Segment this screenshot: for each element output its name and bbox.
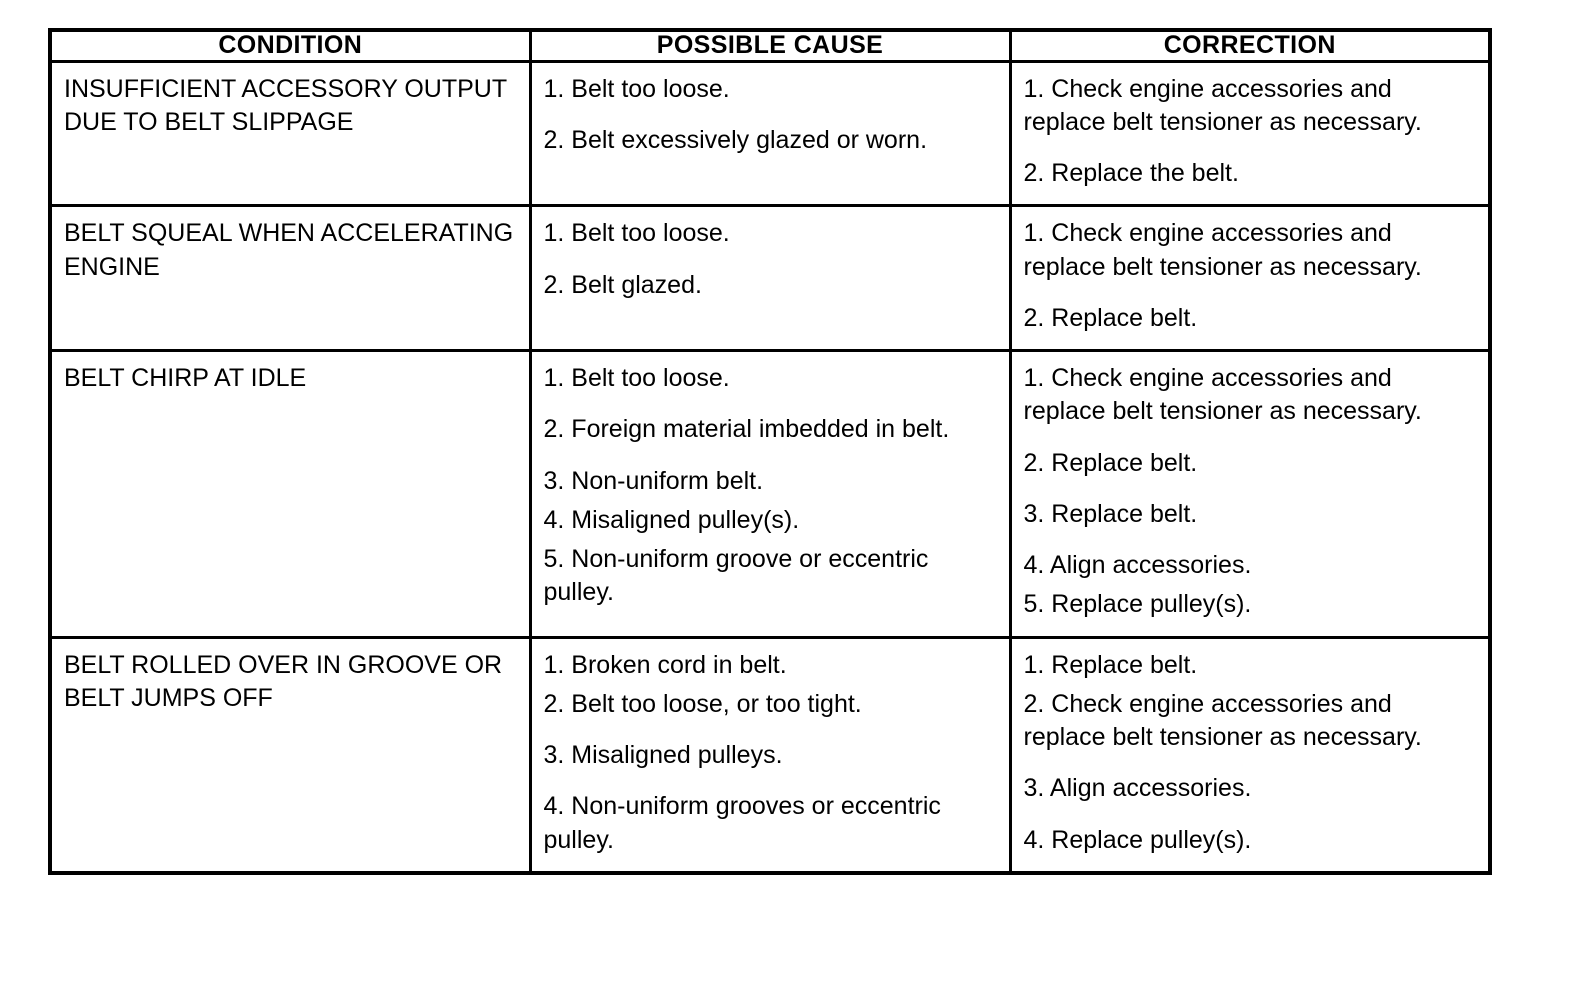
table-row [50, 351, 1490, 638]
correction-cell [1010, 61, 1490, 206]
table-body [50, 61, 1490, 873]
correction-item: 3. Align accessories. [1023, 774, 1252, 803]
diagnosis-table [48, 28, 1492, 875]
cause-list [532, 639, 1009, 871]
cause-item: 2. Belt too loose, or too tight. [543, 689, 862, 718]
correction-item: 1. Check engine accessories and replace belt tensioner as necessary. [1023, 74, 1422, 136]
cause-item: 4. Misaligned pulley(s). [543, 505, 800, 534]
possible-cause-cell [530, 637, 1010, 873]
condition-text: BELT ROLLED OVER IN GROOVE OR BELT JUMPS OFF [64, 650, 503, 712]
table-row [50, 206, 1490, 351]
correction-cell [1010, 206, 1490, 351]
correction-cell [1010, 637, 1490, 873]
condition-cell [50, 351, 530, 638]
condition-text: BELT CHIRP AT IDLE [64, 364, 307, 392]
possible-cause-cell [530, 61, 1010, 206]
condition-text: INSUFFICIENT ACCESSORY OUTPUT DUE TO BELT SLIPPAGE [64, 74, 507, 136]
correction-list [1012, 63, 1489, 205]
table-header [50, 30, 1490, 61]
cause-item: 4. Non-uniform grooves or eccentric pulley. [543, 792, 941, 854]
correction-item: 2. Replace the belt. [1023, 159, 1239, 187]
condition-cell [50, 637, 530, 873]
possible-cause-cell [530, 206, 1010, 351]
correction-item: 4. Align accessories. [1023, 551, 1252, 579]
cause-item: 1. Belt too loose. [543, 364, 730, 392]
correction-list [1012, 207, 1489, 349]
correction-item: 2. Replace belt. [1023, 303, 1198, 332]
cause-item: 5. Non-uniform groove or eccentric pulley. [543, 545, 929, 607]
cause-list [532, 63, 1009, 172]
condition-cell [50, 61, 530, 206]
cause-item: 2. Foreign material imbedded in belt. [543, 415, 950, 444]
cause-item: 3. Non-uniform belt. [543, 466, 764, 495]
correction-item: 1. Check engine accessories and replace belt tensioner as necessary. [1023, 219, 1422, 281]
cause-item: 1. Belt too loose. [543, 219, 730, 248]
correction-item: 2. Replace belt. [1023, 448, 1198, 477]
table-row [50, 637, 1490, 873]
condition-cell [50, 206, 530, 351]
cause-item: 2. Belt excessively glazed or worn. [543, 125, 928, 154]
cause-item: 1. Belt too loose. [543, 74, 730, 103]
correction-item: 3. Replace belt. [1023, 499, 1198, 528]
correction-item: 4. Replace pulley(s). [1023, 825, 1252, 854]
correction-item: 1. Check engine accessories and replace belt tensioner as necessary. [1023, 364, 1422, 426]
condition-text: BELT SQUEAL WHEN ACCELERATING ENGINE [64, 219, 514, 281]
correction-item: 1. Replace belt. [1023, 650, 1198, 679]
cause-item: 2. Belt glazed. [543, 270, 702, 299]
column-header-possible-cause: POSSIBLE CAUSE [530, 30, 1010, 61]
correction-item: 2. Check engine accessories and replace belt tensioner as necessary. [1023, 689, 1422, 751]
table-row [50, 61, 1490, 206]
correction-list [1012, 639, 1489, 871]
cause-item: 3. Misaligned pulleys. [543, 741, 783, 769]
correction-item: 5. Replace pulley(s). [1023, 590, 1252, 619]
table-header-row [50, 30, 1490, 61]
column-header-condition: CONDITION [50, 30, 530, 61]
cause-item: 1. Broken cord in belt. [543, 650, 787, 679]
cause-list [532, 207, 1009, 316]
correction-list [1012, 352, 1489, 636]
correction-cell [1010, 351, 1490, 638]
column-header-correction: CORRECTION [1010, 30, 1490, 61]
possible-cause-cell [530, 351, 1010, 638]
cause-list [532, 352, 1009, 624]
